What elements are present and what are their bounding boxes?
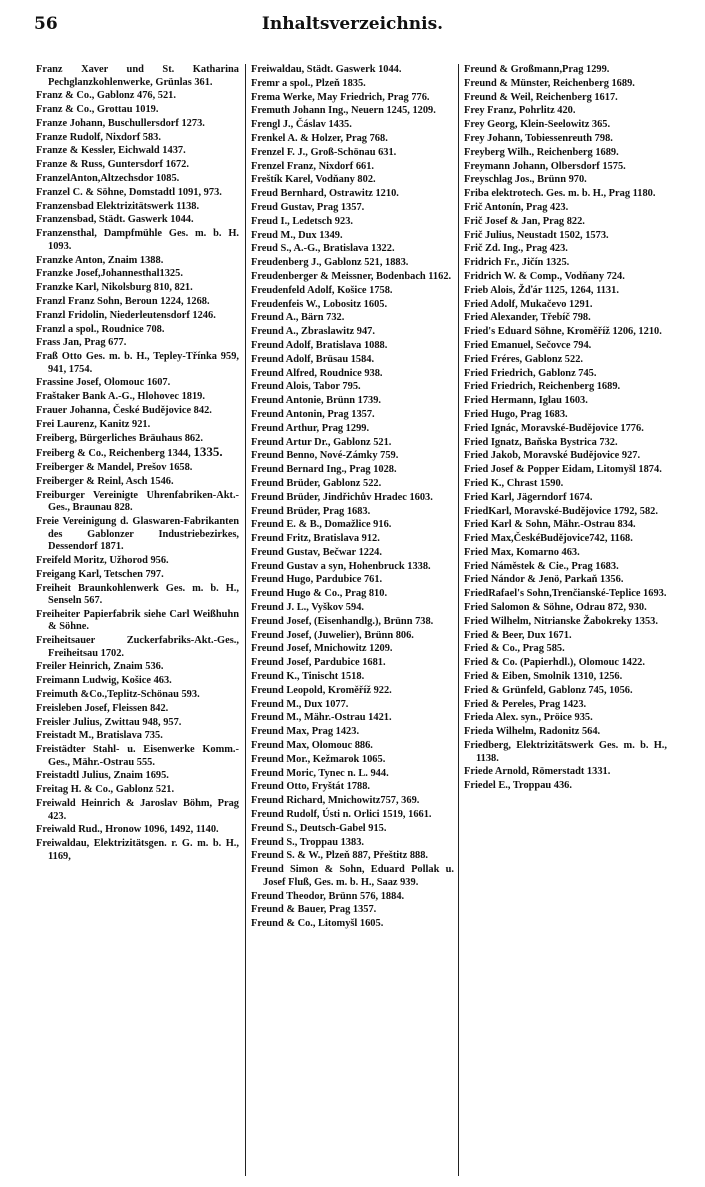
index-entry: Freiwaldau, Städt. Gaswerk 1044. xyxy=(251,64,402,75)
index-entry: Freud S., A.-G., Bratislava 1322. xyxy=(251,243,395,255)
index-entry: Fried Alexander, Třebíč 798. xyxy=(464,312,591,324)
column-divider xyxy=(458,64,459,1176)
index-entry: Freund Brüder, Gablonz 522. xyxy=(251,477,382,489)
index-column-2 xyxy=(251,64,454,1176)
index-entry: Freund & Großmann,Prag 1299. xyxy=(464,64,610,75)
index-entry: Freiheitsauer Zuckerfabriks-Akt.-Ges., Freiheitsau 1702. xyxy=(36,635,239,659)
index-entry: FriedRafael's Sohn,Trenčianské-Teplice 1693. xyxy=(464,588,667,600)
index-entry: Franzl Franz Sohn, Beroun 1224, 1268. xyxy=(36,295,210,307)
index-entry: Franze Johann, Buschullersdorf 1273. xyxy=(36,117,205,129)
index-column-1 xyxy=(36,64,239,1176)
index-entry: Freiwald Rud., Hronow 1096, 1492, 1140. xyxy=(36,824,219,836)
index-entry: Freund Rudolf, Ústi n. Orlici 1519, 1661. xyxy=(251,809,432,821)
index-entry: Freund Mor., Kežmarok 1065. xyxy=(251,753,386,765)
index-entry: Franze & Kessler, Eichwald 1437. xyxy=(36,145,186,157)
index-entry: Freund S. & W., Plzeň 887, Přeštitz 888. xyxy=(251,850,429,862)
index-entry: Freimann Ludwig, Košice 463. xyxy=(36,675,172,687)
index-entry: Frey Georg, Klein-Seelowitz 365. xyxy=(464,119,611,131)
index-entry: Freud Bernhard, Ostrawitz 1210. xyxy=(251,188,399,200)
index-entry: Freund S., Troppau 1383. xyxy=(251,836,364,848)
index-entry: Fried & Eiben, Smolnik 1310, 1256. xyxy=(464,671,623,683)
index-entry: Fried Nándor & Jenö, Parkaň 1356. xyxy=(464,574,624,586)
index-entry: Freund Theodor, Brünn 576, 1884. xyxy=(251,890,405,902)
index-entry: Fremr a spol., Plzeň 1835. xyxy=(251,77,366,89)
index-entry: Fried Fréres, Gablonz 522. xyxy=(464,353,583,365)
index-entry: Freund Antonie, Brünn 1739. xyxy=(251,395,382,407)
index-entry: Freyberg Wilh., Reichenberg 1689. xyxy=(464,146,619,158)
index-entry: Frieb Alois, Žďár 1125, 1264, 1131. xyxy=(464,284,619,296)
index-entry: Freund Bernard Ing., Prag 1028. xyxy=(251,464,397,476)
index-entry: Freymann Johann, Olbersdorf 1575. xyxy=(464,160,626,172)
index-entry: Fried & Co., Prag 585. xyxy=(464,643,565,655)
index-entry: Fried Jakob, Moravské Budějovice 927. xyxy=(464,450,641,462)
index-entry: Franzl Fridolin, Niederleutensdorf 1246. xyxy=(36,309,216,321)
index-entry: Freudenfeld Adolf, Košice 1758. xyxy=(251,284,393,296)
index-entry: Frieda Wilhelm, Radonitz 564. xyxy=(464,726,601,738)
index-entry: Fried Friedrich, Gablonz 745. xyxy=(464,367,597,379)
index-entry: Freiheiter Papierfabrik siehe Carl Weißhuhn & Söhne. xyxy=(36,608,239,633)
index-entry: Fried K., Chrast 1590. xyxy=(464,477,564,489)
index-entry: Fried & Grünfeld, Gablonz 745, 1056. xyxy=(464,684,633,696)
index-entry: Freund Josef, (Juwelier), Brünn 806. xyxy=(251,629,414,641)
index-entry: Freund & Münster, Reichenberg 1689. xyxy=(464,77,635,89)
index-entry: Freud I., Ledetsch 923. xyxy=(251,215,353,227)
index-entry: Fried & Pereles, Prag 1423. xyxy=(464,698,587,710)
index-entry: Fried Ignác, Moravské-Budějovice 1776. xyxy=(464,422,644,434)
index-entry: Fried & Beer, Dux 1671. xyxy=(464,629,572,641)
index-entry: Franzke Karl, Nikolsburg 810, 821. xyxy=(36,282,193,294)
index-entry: Freund Max, Prag 1423. xyxy=(251,726,360,738)
index-entry: Franzensbad, Städt. Gaswerk 1044. xyxy=(36,214,194,226)
index-entry: Fraß Otto Ges. m. b. H., Tepley-Třínka 959, 941, 1754. xyxy=(36,351,239,375)
index-entry: Freifeld Moritz, Užhorod 956. xyxy=(36,554,169,566)
index-entry: FranzelAnton,Altzechsdor 1085. xyxy=(36,173,180,185)
index-entry: Frauer Johanna, České Budějovice 842. xyxy=(36,405,212,417)
index-entry: Freund & Weil, Reichenberg 1617. xyxy=(464,91,618,103)
index-entry: Freund Simon & Sohn, Eduard Pollak u. Josef Fluß, Ges. m. b. H., Saaz 939. xyxy=(251,864,454,888)
index-entry: Freund A., Zbraslawitz 947. xyxy=(251,326,375,338)
index-entry: Freiler Heinrich, Znaim 536. xyxy=(36,661,164,673)
index-entry: Freud M., Dux 1349. xyxy=(251,229,343,241)
index-entry: Fried Adolf, Mukačevo 1291. xyxy=(464,298,593,310)
index-entry: Freie Vereinigung d. Glaswaren-Fabrikanten des Gablonzer Industriebezirkes, Dessendorf 1871. xyxy=(36,516,239,553)
index-entry: Fridrich Fr., Jičín 1325. xyxy=(464,257,570,269)
index-entry: Freund Otto, Fryštát 1788. xyxy=(251,781,370,793)
index-entry: Franzl a spol., Roudnice 708. xyxy=(36,323,165,335)
index-entry: Fridrich W. & Comp., Vodňany 724. xyxy=(464,270,625,282)
index-entry: Freund Fritz, Bratislava 912. xyxy=(251,533,380,545)
index-entry: Frey Franz, Pohrlitz 420. xyxy=(464,105,576,117)
index-entry: Freund Gustav, Bečwar 1224. xyxy=(251,546,382,558)
index-entry: Freund Brüder, Prag 1683. xyxy=(251,505,371,517)
index-entry: Freisleben Josef, Fleissen 842. xyxy=(36,702,169,714)
index-entry: Freund Max, Olomouc 886. xyxy=(251,740,373,752)
index-entry: Fraštaker Bank A.-G., Hlohovec 1819. xyxy=(36,391,205,403)
index-entry: Frič Antonín, Prag 423. xyxy=(464,201,569,213)
page-number: 56 xyxy=(34,14,58,34)
index-entry: Freyschlag Jos., Brünn 970. xyxy=(464,174,587,186)
index-entry: Fried Hugo, Prag 1683. xyxy=(464,408,568,420)
index-entry: Freiburger Vereinigte Uhrenfabriken-Akt.-Ges., Braunau 828. xyxy=(36,489,239,514)
index-entry: Fried Emanuel, Sečovce 794. xyxy=(464,339,592,351)
index-entry: Fried Friedrich, Reichenberg 1689. xyxy=(464,381,621,393)
index-entry: Freiberg, Bürgerliches Bräuhaus 862. xyxy=(36,432,203,444)
index-entry: Frenkel A. & Holzer, Prag 768. xyxy=(251,132,388,144)
index-entry: Frassine Josef, Olomouc 1607. xyxy=(36,377,171,389)
index-entry: Fried Karl, Jägerndorf 1674. xyxy=(464,491,593,503)
page-header xyxy=(34,14,671,40)
index-entry: Freud Gustav, Prag 1357. xyxy=(251,201,365,213)
index-entry: Friede Arnold, Römerstadt 1331. xyxy=(464,766,611,778)
index-entry: Frenzel F. J., Groß-Schönau 631. xyxy=(251,146,397,158)
index-entry: Frič Josef & Jan, Prag 822. xyxy=(464,215,585,227)
index-entry: FriedKarl, Moravské-Budějovice 1792, 582. xyxy=(464,505,658,517)
index-entry: Freund Moric, Tynec n. L. 944. xyxy=(251,767,389,779)
index-entry: Fried's Eduard Söhne, Kroměříž 1206, 1210. xyxy=(464,326,662,338)
index-entry: Freisler Julius, Zwittau 948, 957. xyxy=(36,716,182,728)
index-entry: Freund & Co., Litomyšl 1605. xyxy=(251,918,384,930)
index-entry: Franz & Co., Gablonz 476, 521. xyxy=(36,90,176,102)
index-entry: Franzensbad Elektrizitätswerk 1138. xyxy=(36,200,200,212)
index-entry: Friba elektrotech. Ges. m. b. H., Prag 1180. xyxy=(464,188,656,200)
index-entry: Freund & Bauer, Prag 1357. xyxy=(251,904,377,916)
index-entry: Fried Karl & Sohn, Mähr.-Ostrau 834. xyxy=(464,519,636,531)
index-entry: Frič Zd. Ing., Prag 423. xyxy=(464,243,568,255)
index-entry: Freund Richard, Mnichowitz757, 369. xyxy=(251,795,420,807)
index-entry: Freistädter Stahl- u. Eisenwerke Komm.-Ges., Mähr.-Ostrau 555. xyxy=(36,744,239,768)
index-entry: Franzke Anton, Znaim 1388. xyxy=(36,254,164,266)
index-entry: Freiberger & Reinl, Asch 1546. xyxy=(36,476,174,488)
index-entry: Frengl J., Čáslav 1435. xyxy=(251,119,352,131)
index-entry: Freund J. L., Vyškov 594. xyxy=(251,602,364,614)
index-column-3 xyxy=(464,64,667,1176)
index-entry: Freund Adolf, Bratislava 1088. xyxy=(251,339,388,351)
index-entry: Freund M., Dux 1077. xyxy=(251,698,349,710)
index-entry: Freund Artur Dr., Gablonz 521. xyxy=(251,436,392,448)
index-entry: Freund Josef, Pardubice 1681. xyxy=(251,657,386,669)
index-entry: Freund Gustav a syn, Hohenbruck 1338. xyxy=(251,560,431,572)
column-divider xyxy=(245,64,246,1176)
index-entry: Frass Jan, Prag 677. xyxy=(36,337,127,349)
index-entry: Freistadt M., Bratislava 735. xyxy=(36,730,163,742)
index-entry: Fried Wilhelm, Nitrianske Žabokreky 1353. xyxy=(464,615,658,627)
index-entry: Frema Werke, May Friedrich, Prag 776. xyxy=(251,91,430,103)
index-entry: Freund A., Bärn 732. xyxy=(251,312,345,324)
index-entry: Freund Alfred, Roudnice 938. xyxy=(251,367,383,379)
index-entry: Freund K., Tinischt 1518. xyxy=(251,671,365,683)
index-entry: Freudenberger & Meissner, Bodenbach 1162. xyxy=(251,270,452,282)
index-entry: Frei Laurenz, Kanitz 921. xyxy=(36,418,151,430)
index-entry: Freund E. & B., Domažlice 916. xyxy=(251,519,392,531)
index-entry: Freund Benno, Nové-Zámky 759. xyxy=(251,450,399,462)
index-entry: Franz Xaver und St. Katharina Pechglanzkohlenwerke, Grünlas 361. xyxy=(36,64,239,88)
index-entry: Frieda Alex. syn., Pröice 935. xyxy=(464,712,593,724)
index-entry: Freund Hugo & Co., Prag 810. xyxy=(251,588,388,600)
index-entry: Freiwaldau, Elektrizitätsgen. r. G. m. b. H., 1169, xyxy=(36,838,239,862)
index-entry: Frenzel Franz, Nixdorf 661. xyxy=(251,160,375,172)
index-entry: Freudenberg J., Gablonz 521, 1883. xyxy=(251,257,409,269)
index-entry: Frič Julius, Neustadt 1502, 1573. xyxy=(464,229,609,241)
index-entry: Freund Antonin, Prag 1357. xyxy=(251,408,375,420)
index-entry: Franz & Co., Grottau 1019. xyxy=(36,104,159,116)
index-entry: Fried Ignatz, Baňska Bystrica 732. xyxy=(464,436,618,448)
index-entry: Freistadtl Julius, Znaim 1695. xyxy=(36,770,169,782)
index-entry: Fried Náměstek & Cie., Prag 1683. xyxy=(464,560,619,572)
index-entry: Franzke Josef,Johannesthal1325. xyxy=(36,268,183,280)
index-entry: Fried Hermann, Iglau 1603. xyxy=(464,395,588,407)
index-entry: Frey Johann, Tobiessenreuth 798. xyxy=(464,132,613,144)
index-entry: Franze & Russ, Guntersdorf 1672. xyxy=(36,159,189,171)
index-entry: Friedel E., Troppau 436. xyxy=(464,780,572,792)
index-entry: Fried & Co. (Papierhdl.), Olomouc 1422. xyxy=(464,657,645,669)
index-entry: Freudenfeis W., Lobositz 1605. xyxy=(251,298,388,310)
index-entry: Friedberg, Elektrizitätswerk Ges. m. b. H., 1138. xyxy=(464,740,667,764)
index-entry: Freund Josef, Mnichowitz 1209. xyxy=(251,643,393,655)
index-entry: Freund Brüder, Jindřichův Hradec 1603. xyxy=(251,491,433,503)
index-entry: Franze Rudolf, Nixdorf 583. xyxy=(36,131,161,143)
index-entry: Fremuth Johann Ing., Neuern 1245, 1209. xyxy=(251,105,436,117)
index-entry: Freund Josef, (Eisenhandlg.), Brünn 738. xyxy=(251,615,434,627)
index-entry: Freund M., Mähr.-Ostrau 1421. xyxy=(251,712,392,724)
index-entry: Freund Leopold, Kroměříž 922. xyxy=(251,684,392,696)
page-title: Inhaltsverzeichnis. xyxy=(261,14,444,34)
bold-page-ref: 1335. xyxy=(193,444,223,460)
index-entry: Freitag H. & Co., Gablonz 521. xyxy=(36,784,175,796)
index-entry: Freiwald Heinrich & Jaroslav Böhm, Prag 423. xyxy=(36,798,239,822)
index-entry: Freund Adolf, Brüsau 1584. xyxy=(251,353,375,365)
index-entry: Freigang Karl, Tetschen 797. xyxy=(36,568,164,580)
index-entry: Fried Josef & Popper Eidam, Litomyšl 1874. xyxy=(464,464,662,476)
index-entry: Fried Max, Komarno 463. xyxy=(464,546,580,558)
index-entry: Fried Salomon & Söhne, Odrau 872, 930. xyxy=(464,602,647,614)
index-entry: Franzel C. & Söhne, Domstadtl 1091, 973. xyxy=(36,186,222,198)
index-entry: Freund Arthur, Prag 1299. xyxy=(251,422,370,434)
index-entry: Freiberg & Co., Reichenberg 1344, 1335. xyxy=(36,444,223,460)
index-entry: Freiberger & Mandel, Prešov 1658. xyxy=(36,462,193,474)
index-entry: Freštík Karel, Vodňany 802. xyxy=(251,174,376,186)
index-columns xyxy=(36,64,676,1176)
index-entry: Freund S., Deutsch-Gabel 915. xyxy=(251,822,387,834)
index-entry: Freiheit Braunkohlenwerk Ges. m. b. H., Senseln 567. xyxy=(36,582,239,606)
index-entry: Fried Max,ČeskéBudějovice742, 1168. xyxy=(464,533,633,545)
index-entry: Freund Hugo, Pardubice 761. xyxy=(251,574,383,586)
index-entry: Freimuth &Co.,Teplitz-Schönau 593. xyxy=(36,688,200,700)
index-entry: Freund Alois, Tabor 795. xyxy=(251,381,361,393)
index-entry: Franzensthal, Dampfmühle Ges. m. b. H. 1093. xyxy=(36,228,239,252)
